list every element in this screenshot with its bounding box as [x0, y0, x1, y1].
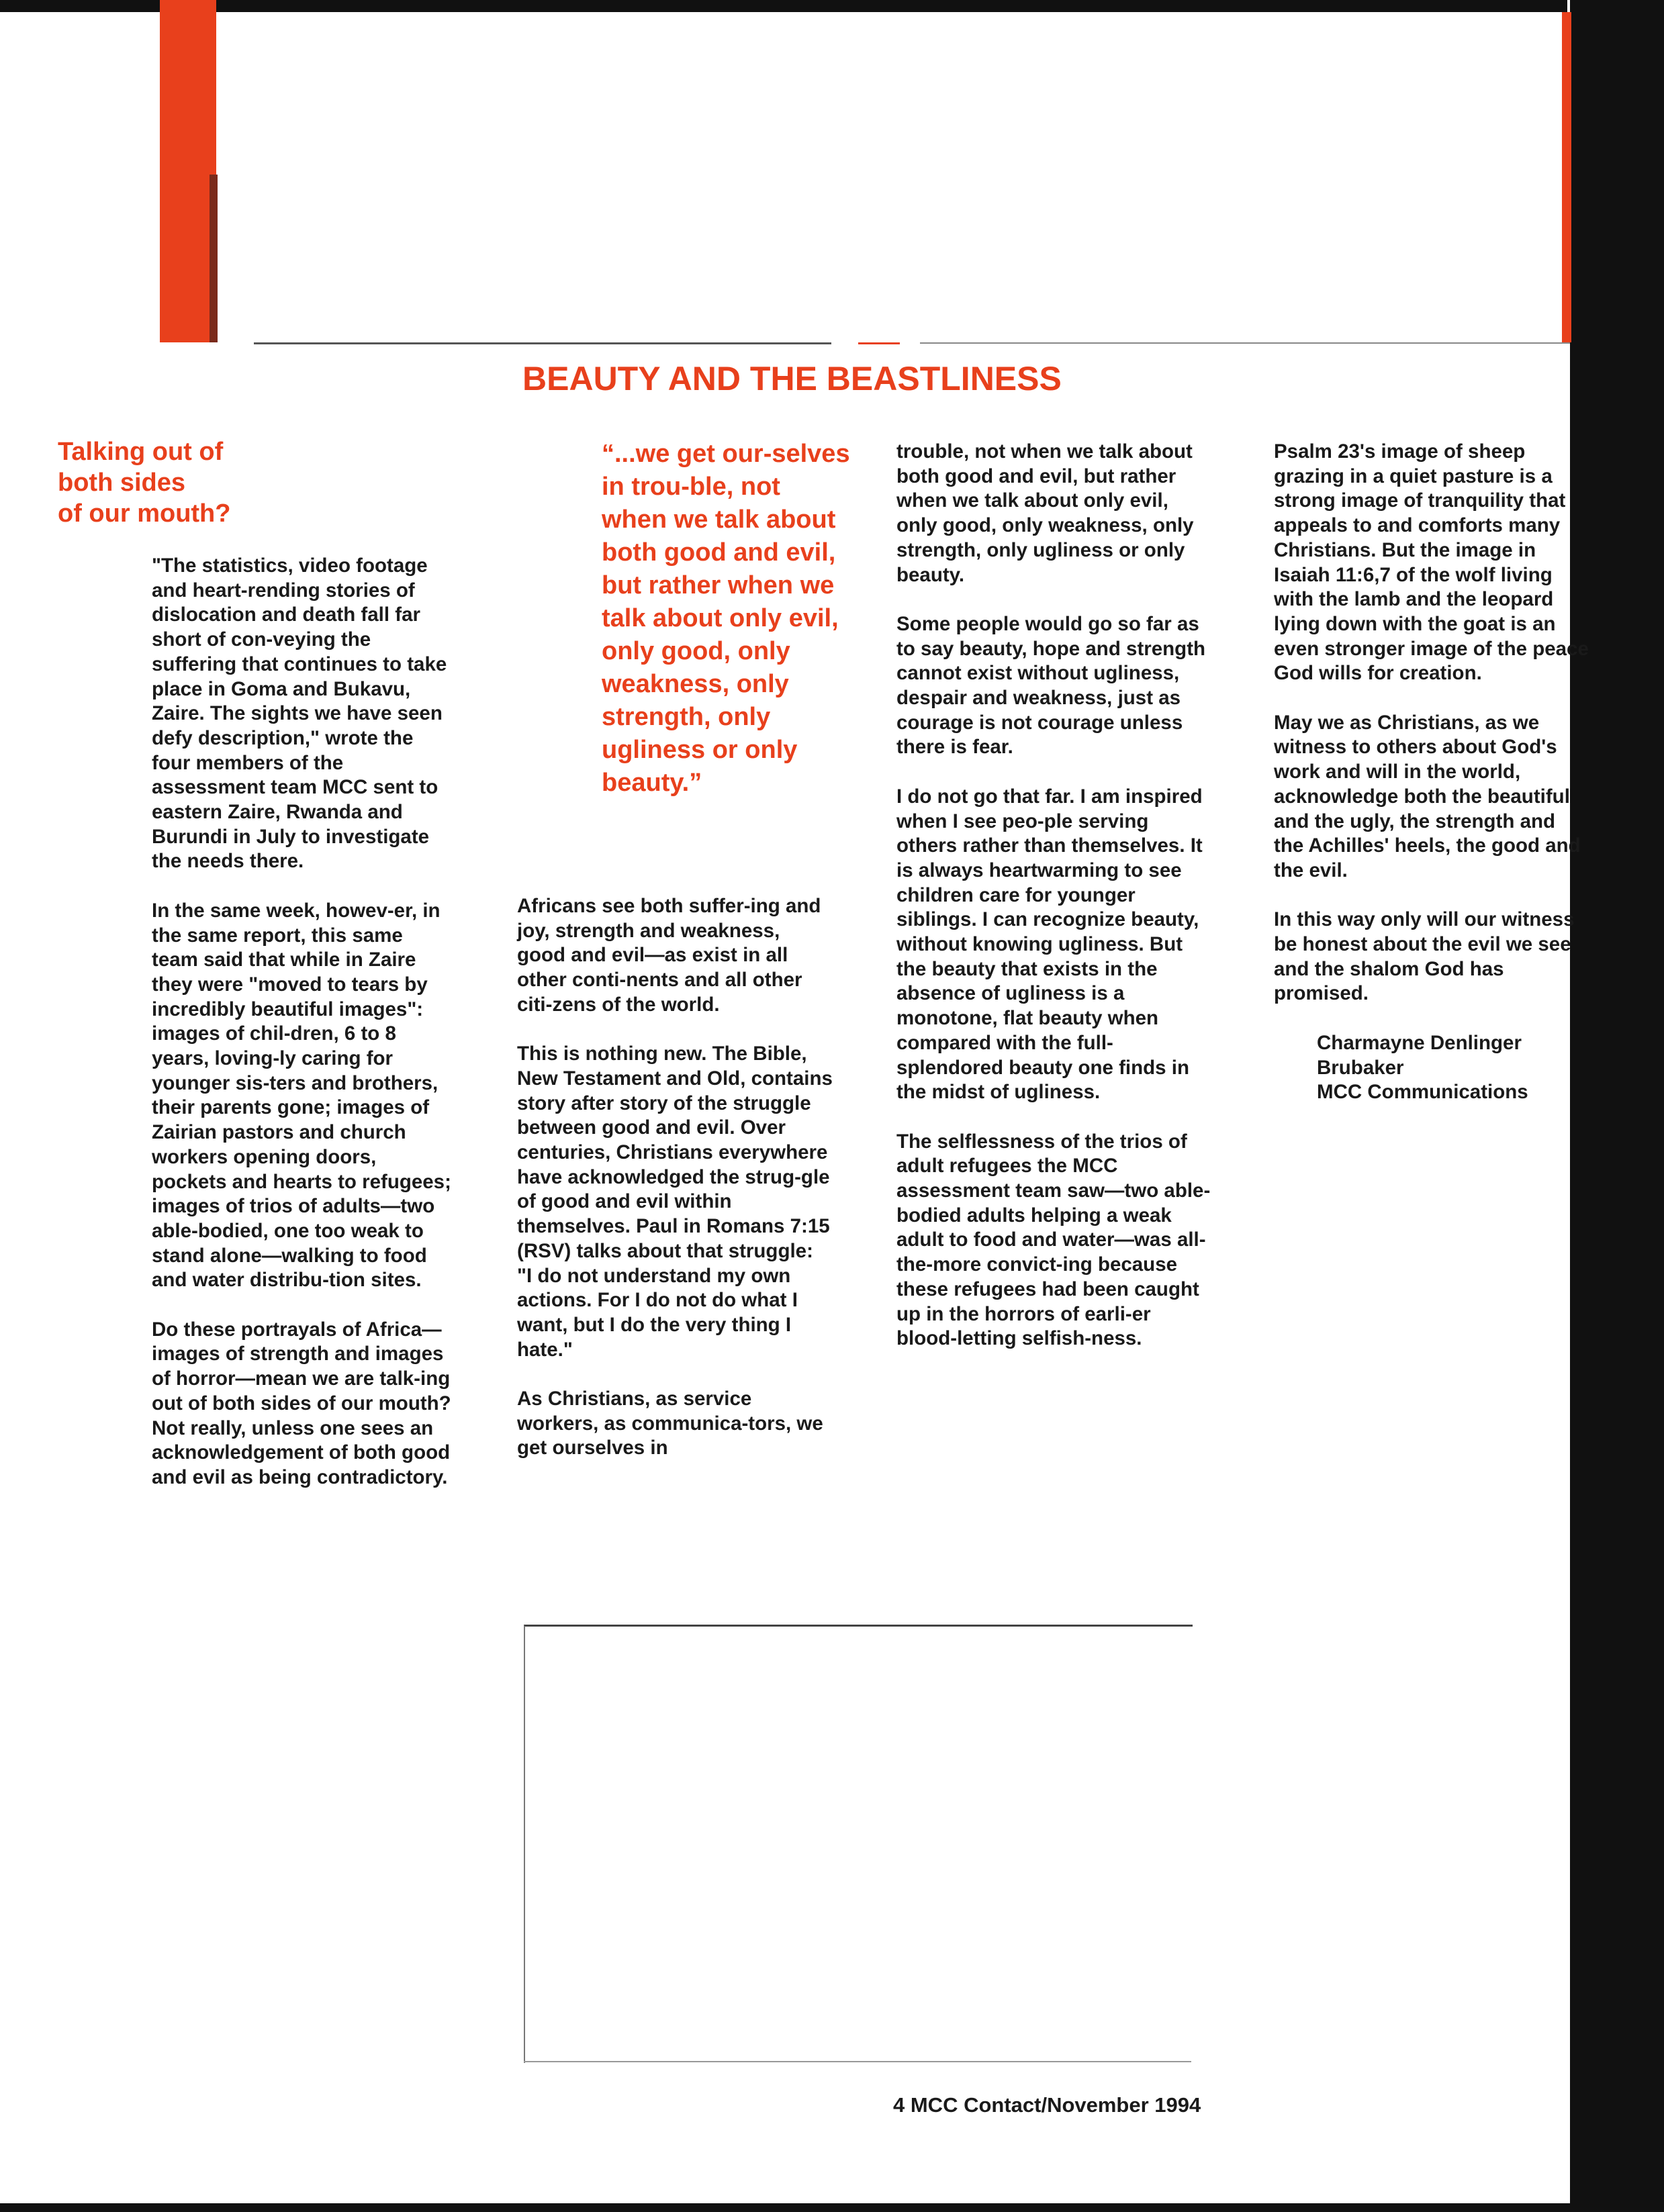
author-name-line: Brubaker	[1317, 1056, 1404, 1079]
paragraph: This is nothing new. The Bible, New Testament and Old, contains story after story of the struggle between good and evil. Over centuries, Christians everywhere have acknowledged the strug-gle of good and evil within themselves. Paul in Romans 7:15 (RSV) talks about that struggle: "I do not understand my own actions. For I do not do what I want, but I do the very thing I hate."	[517, 1043, 833, 1361]
page-title: BEAUTY AND THE BEASTLINESS	[522, 360, 1062, 397]
paragraph: In the same week, howev-er, in the same report, this same team said that while in Zaire they were "moved to tears by incredibly beautiful images": images of chil-dren, 6 to 8 years, loving-ly caring for younger sis-ters and brothers, their parents gone; images of Zairian pastors and church workers opening doors, pockets and hearts to refugees; images of trios of adults—two able-bodied, one too weak to stand alone—walking to food and water distribu-tion sites.	[152, 899, 451, 1292]
header-rule-left	[254, 342, 831, 344]
paragraph: trouble, not when we talk about both good and evil, but rather when we talk about only evil, only good, only weakness, only strength, only ugliness or only beauty.	[896, 440, 1194, 586]
paragraph: Do these portrayals of Africa—images of strength and images of horror—mean we are talk-ing out of both sides of our mouth? Not really, unless one sees an acknowledgement of both good and evil as being contradictory.	[152, 1318, 451, 1488]
paragraph: I do not go that far. I am inspired when I see peo-ple serving others rather than themselves. It is always heartwarming to see children care for younger siblings. I can recognize beauty, without knowing ugliness. But the beauty that exists in the absence of ugliness is a monotone, flat beauty when compared with the full-splendored beauty one finds in the midst of ugliness.	[896, 785, 1203, 1104]
author-signature	[1317, 1031, 1589, 1105]
side-heading-line: Talking out of	[58, 438, 224, 466]
article-column-4	[1274, 440, 1589, 1105]
paragraph: In this way only will our witness be honest about the evil we see and the shalom God has promised.	[1274, 908, 1575, 1005]
article-column-1	[152, 554, 454, 1514]
author-organization: MCC Communications	[1317, 1081, 1528, 1104]
author-name-line: Charmayne Denlinger	[1317, 1031, 1522, 1054]
side-heading-line: both sides	[58, 469, 186, 497]
left-accent-shadow	[210, 175, 218, 342]
paragraph: Some people would go so far as to say beauty, hope and strength cannot exist without ugliness, despair and weakness, just as courage is not courage unless there is fear.	[896, 612, 1206, 759]
pull-quote: “...we get our-selves in trou-ble, not when we talk about both good and evil, but rather when we talk about only evil, only good, only weakness, only strength, only ugliness or only beauty.”	[602, 440, 850, 797]
paragraph: May we as Christians, as we witness to others about God's work and will in the world, acknowledge both the beautiful and the ugly, the strength and the Achilles' heels, the good and the evil.	[1274, 711, 1581, 881]
paragraph: "The statistics, video footage and heart-rending stories of dislocation and death fall far short of con-veying the suffering that continues to take place in Goma and Bukavu, Zaire. The sights we have seen defy description," wrote the four members of the assessment team MCC sent to eastern Zaire, Rwanda and Burundi in July to investigate the needs there.	[152, 555, 447, 873]
right-accent-bar	[1562, 12, 1571, 342]
article-column-2	[517, 894, 833, 1486]
paragraph: The selflessness of the trios of adult refugees the MCC assessment team saw—two able-bodied adults helping a weak adult to food and water—was all-the-more convict-ing because these refugees had been caught up in the horrors of earli-er blood-letting selfish-ness.	[896, 1130, 1211, 1350]
image-placeholder-bottom-rule	[524, 2061, 1191, 2062]
bottom-border	[0, 2203, 1664, 2212]
paragraph: Psalm 23's image of sheep grazing in a quiet pasture is a strong image of tranquility that appeals to and comforts many Christians. But the image in Isaiah 11:6,7 of the wolf living with the lamb and the leopard lying down with the goat is an even stronger image of the peace God wills for creation.	[1274, 440, 1589, 685]
page-footer: 4 MCC Contact/November 1994	[893, 2093, 1201, 2117]
paragraph: Africans see both suffer-ing and joy, strength and weakness, good and evil—as exist in all other conti-nents and all other citi-zens of the world.	[517, 895, 821, 1016]
header-rule-right	[920, 342, 1570, 344]
top-border	[0, 0, 1567, 12]
paragraph: As Christians, as service workers, as communica-tors, we get ourselves in	[517, 1388, 823, 1459]
right-border	[1570, 0, 1664, 2212]
header-rule-accent	[858, 342, 900, 344]
article-column-3	[896, 440, 1212, 1376]
side-heading-line: of our mouth?	[58, 499, 231, 528]
image-placeholder-box	[524, 1625, 1193, 2063]
side-heading	[58, 436, 326, 529]
left-accent-bar	[160, 0, 216, 342]
